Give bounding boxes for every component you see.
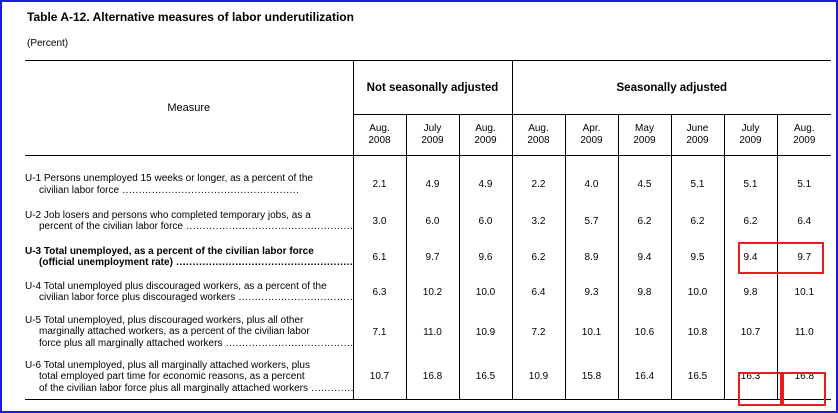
column-header: [353, 115, 406, 156]
column-header-month: Aug.: [369, 123, 390, 134]
measure-text-line: (official unemployment rate) .....: [25, 257, 353, 269]
table-row: [25, 239, 831, 275]
value-cell: 10.9: [512, 355, 565, 399]
value-cell: 10.7: [353, 355, 406, 399]
value-cell: 7.1: [353, 309, 406, 355]
measure-cell: [25, 275, 353, 309]
value-cell: 5.1: [777, 166, 831, 203]
highlight-box-u6-aug: [782, 372, 826, 406]
table-row: [25, 355, 831, 399]
value-cell: 16.5: [671, 355, 724, 399]
measure-cell: [25, 166, 353, 203]
value-cell: 3.2: [512, 203, 565, 239]
value-cell: 9.6: [459, 239, 512, 275]
column-header: [512, 115, 565, 156]
value-cell: 10.0: [671, 275, 724, 309]
value-cell: 11.0: [406, 309, 459, 355]
value-cell: 10.8: [671, 309, 724, 355]
measure-text-line: U-5 Total unemployed, plus discouraged workers, plus all other: [25, 314, 304, 326]
measure-text-line: percent of the civilian labor force .....: [25, 221, 353, 233]
measure-cell: [25, 309, 353, 355]
value-cell: 6.4: [512, 275, 565, 309]
value-cell: 2.1: [353, 166, 406, 203]
column-header-month: June: [686, 123, 709, 134]
column-header-year: 2009: [686, 135, 709, 146]
value-cell: 6.1: [353, 239, 406, 275]
measure-text-line: civilian labor force .....: [25, 185, 353, 197]
value-cell: 4.0: [565, 166, 618, 203]
table-row: [25, 309, 831, 355]
value-cell: 11.0: [777, 309, 831, 355]
table-unit: (Percent): [27, 38, 69, 49]
seasonally-adjusted-header: Seasonally adjusted: [512, 61, 831, 115]
value-cell: 9.3: [565, 275, 618, 309]
table-row: [25, 275, 831, 309]
column-header: [777, 115, 831, 156]
value-cell: 9.5: [671, 239, 724, 275]
column-header-year: 2009: [580, 135, 603, 146]
column-header-month: Aug.: [475, 123, 496, 134]
column-header: [671, 115, 724, 156]
value-cell: 5.7: [565, 203, 618, 239]
value-cell: 4.5: [618, 166, 671, 203]
column-header-month: Aug.: [528, 123, 549, 134]
value-cell: 10.1: [777, 275, 831, 309]
measure-text-line: of the civilian labor force plus all marginally attached workers .....: [25, 383, 353, 395]
column-header-year: 2009: [421, 135, 444, 146]
column-header-month: Apr.: [582, 123, 601, 134]
highlight-box-u3-july-aug: [738, 242, 824, 274]
column-header-year: 2009: [739, 135, 762, 146]
value-cell: 16.4: [618, 355, 671, 399]
value-cell: 10.7: [724, 309, 777, 355]
value-cell: 6.2: [512, 239, 565, 275]
value-cell: 2.2: [512, 166, 565, 203]
value-cell: 15.8: [565, 355, 618, 399]
value-cell: 6.2: [724, 203, 777, 239]
measure-text-line: U-4 Total unemployed plus discouraged workers, as a percent of the: [25, 280, 327, 292]
column-header-month: May: [635, 123, 654, 134]
value-cell: 5.1: [671, 166, 724, 203]
column-header-month: Aug.: [794, 123, 815, 134]
column-header: [406, 115, 459, 156]
value-cell: 9.4: [724, 239, 777, 275]
measure-header: Measure: [25, 61, 353, 156]
value-cell: 9.8: [724, 275, 777, 309]
value-cell: 10.0: [459, 275, 512, 309]
measure-text-line: force plus all marginally attached workers .....: [25, 338, 353, 350]
column-header-month: July: [741, 123, 760, 134]
measure-text-line: U-1 Persons unemployed 15 weeks or longer, as a percent of the: [25, 173, 313, 184]
highlight-box-u6-july: [738, 372, 782, 406]
value-cell: 16.3: [724, 355, 777, 399]
value-cell: 6.0: [459, 203, 512, 239]
value-cell: 6.4: [777, 203, 831, 239]
table-title: Table A-12. Alternative measures of labor underutilization: [27, 10, 354, 24]
value-cell: 4.9: [459, 166, 512, 203]
measure-text-line: civilian labor force plus discouraged workers .....: [25, 292, 353, 304]
value-cell: 9.7: [406, 239, 459, 275]
value-cell: 10.9: [459, 309, 512, 355]
column-header-year: 2009: [474, 135, 497, 146]
value-cell: 9.7: [777, 239, 831, 275]
value-cell: 10.6: [618, 309, 671, 355]
measure-text-line: total employed part time for economic reasons, as a percent: [39, 371, 305, 382]
column-header: [618, 115, 671, 156]
column-header-month: July: [423, 123, 442, 134]
value-cell: 16.8: [777, 355, 831, 399]
measure-text-line: U-6 Total unemployed, plus all marginally attached workers, plus: [25, 359, 310, 371]
value-cell: 6.2: [618, 203, 671, 239]
value-cell: 6.3: [353, 275, 406, 309]
measure-text-line: U-2 Job losers and persons who completed temporary jobs, as a: [25, 209, 311, 221]
not-seasonally-adjusted-header: Not seasonally adjusted: [353, 61, 512, 115]
column-header: [459, 115, 512, 156]
measure-text-line: U-3 Total unemployed, as a percent of the civilian labor force: [25, 245, 314, 257]
value-cell: 7.2: [512, 309, 565, 355]
value-cell: 10.2: [406, 275, 459, 309]
column-header-year: 2008: [527, 135, 550, 146]
column-header: [565, 115, 618, 156]
measure-cell: [25, 239, 353, 275]
value-cell: 3.0: [353, 203, 406, 239]
table-row: [25, 203, 831, 239]
measure-cell: [25, 355, 353, 399]
value-cell: 10.1: [565, 309, 618, 355]
labor-underutilization-table: [25, 60, 831, 400]
value-cell: 5.1: [724, 166, 777, 203]
value-cell: 6.2: [671, 203, 724, 239]
column-header-year: 2009: [633, 135, 656, 146]
column-header-year: 2009: [793, 135, 816, 146]
value-cell: 6.0: [406, 203, 459, 239]
value-cell: 9.4: [618, 239, 671, 275]
column-header: [724, 115, 777, 156]
value-cell: 16.8: [406, 355, 459, 399]
column-header-year: 2008: [368, 135, 391, 146]
value-cell: 9.8: [618, 275, 671, 309]
value-cell: 4.9: [406, 166, 459, 203]
measure-text-line: marginally attached workers, as a percent of the civilian labor: [39, 326, 310, 338]
value-cell: 8.9: [565, 239, 618, 275]
value-cell: 16.5: [459, 355, 512, 399]
measure-cell: [25, 203, 353, 239]
table-row: [25, 166, 831, 203]
